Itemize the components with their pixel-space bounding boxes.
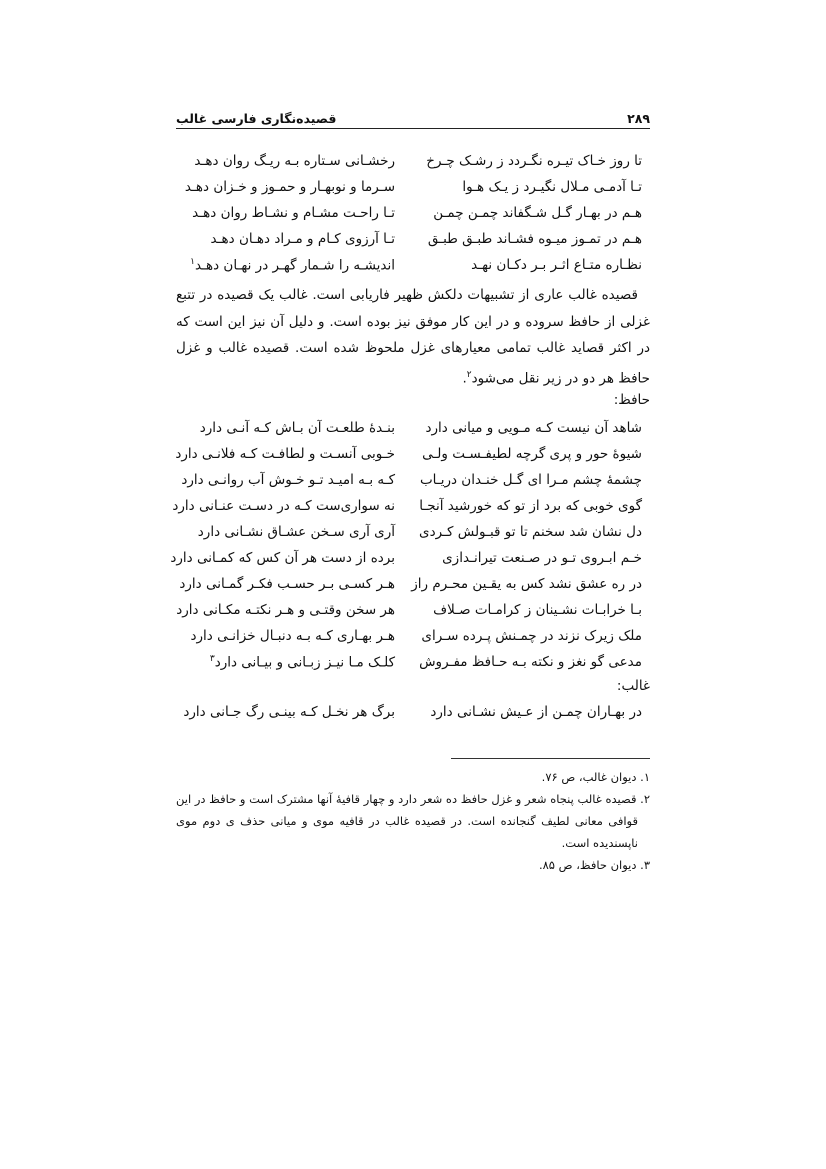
verse-block-hafez bbox=[170, 415, 650, 675]
hemistich-first: هـم در تمـوز میـوه فشـاند طبـق طبـق bbox=[427, 231, 642, 247]
footnotes bbox=[176, 766, 650, 876]
hemistich-second: رخشـانی سـتاره بـه ریـگ روان دهـد bbox=[194, 153, 395, 169]
hemistich-second bbox=[176, 654, 413, 671]
hemistich-second: هـر کسـی بـر حسـب فکـر گمـانی دارد bbox=[179, 576, 395, 592]
couplet bbox=[176, 148, 650, 174]
verse-block-top bbox=[176, 148, 650, 278]
hemistich-second: برده از دست هر آن کس که کمـانی دارد bbox=[170, 550, 395, 566]
hemistich-second: بنـدهٔ طلعـت آن بـاش کـه آنـی دارد bbox=[199, 420, 395, 436]
couplet bbox=[176, 467, 650, 493]
hemistich-first: مدعی گو نغز و نکته بـه حـافظ مفـروش bbox=[419, 654, 642, 670]
couplet bbox=[176, 623, 650, 649]
page-number: ۲۸۹ bbox=[627, 111, 650, 126]
footnote-separator bbox=[451, 758, 650, 759]
hemistich-first: شیوهٔ حور و پری گرچه لطیفـسـت ولـی bbox=[422, 446, 642, 462]
footnote-marker: ۳ bbox=[209, 653, 215, 664]
hemistich-second: هـر بهـاری کـه بـه دنبـال خزانـی دارد bbox=[190, 628, 395, 644]
hemistich-second: خـوبی آنسـت و لطافـت کـه فلانـی دارد bbox=[175, 446, 395, 462]
hemistich-second: نه سواری‌ست کـه در دسـت عنـانی دارد bbox=[172, 498, 395, 514]
hemistich-second: آری آری سـخن عشـاق نشـانی دارد bbox=[197, 524, 395, 540]
couplet bbox=[172, 493, 650, 519]
couplet bbox=[176, 252, 650, 278]
footnote-marker: ۱ bbox=[190, 256, 195, 267]
hemistich-second: هر سخن وقتـی و هـر نکتـه مکـانی دارد bbox=[176, 602, 395, 618]
footnote-marker: ۲ bbox=[466, 369, 472, 380]
verse-block-ghalib bbox=[176, 699, 650, 725]
hemistich-first: خـم ابـروی تـو در صـنعت تیرانـدازی bbox=[442, 550, 642, 566]
hemistich-text: کلـک مـا نیـز زبـانی و بیـانی دارد bbox=[214, 654, 395, 671]
section-label-ghalib: غالب: bbox=[616, 678, 650, 694]
paragraph-end: . bbox=[462, 370, 467, 386]
hemistich-second bbox=[176, 257, 413, 274]
running-header bbox=[176, 104, 650, 129]
footnote-item: ۲. قصیده غالب پنجاه شعر و غزل حافظ ده شعر دارد و چهار قافیهٔ آنها مشترک است و حافظ در این قوافی معانی لطیف گنجانده است. در قصیده غالب در قافیه موی و میانی حذف ی دوم موی ناپسندیده است. bbox=[176, 792, 650, 850]
couplet bbox=[176, 649, 650, 675]
hemistich-first: در بهـاران چمـن از عـیش نشـانی دارد bbox=[430, 704, 642, 720]
prose-paragraph bbox=[176, 282, 650, 392]
couplet bbox=[176, 200, 650, 226]
paragraph-text: قصیده غالب عاری از تشبیهات دلکش ظهیر فاریابی است. غالب یک قصیده در تتبع غزلی از حافظ سروده و در این کار موفق نیز بوده است. و دلیل آن نیز این است که در اکثر قصاید غالب تمامی معیارهای غزل ملحوظ شده است. قصیده غالب و غزل حافظ هر دو در زیر نقل می‌شود bbox=[176, 287, 650, 386]
hemistich-second: کـه بـه امیـد تـو خـوش آب روانـی دارد bbox=[181, 472, 395, 488]
couplet bbox=[176, 174, 650, 200]
hemistich-second: برگ هر نخـل کـه بینـی رگ جـانی دارد bbox=[183, 704, 395, 720]
couplet bbox=[176, 571, 650, 597]
hemistich-first: بـا خرابـات نشـینان ز کرامـات صـلاف bbox=[433, 602, 642, 618]
hemistich-first: شاهد آن نیست کـه مـویی و میانی دارد bbox=[425, 420, 642, 436]
footnote-item: ۱. دیوان غالب، ص ۷۶. bbox=[541, 770, 650, 784]
couplet bbox=[176, 226, 650, 252]
hemistich-first: دل نشان شد سخنم تا تو قبـولش کـردی bbox=[419, 524, 642, 540]
running-title: قصیده‌نگاری فارسی غالب bbox=[176, 111, 337, 126]
couplet bbox=[176, 699, 650, 725]
section-label-hafez: حافظ: bbox=[613, 392, 650, 408]
hemistich-second: سـرما و نوبهـار و حمـوز و خـزان دهـد bbox=[184, 179, 395, 195]
hemistich-second: تـا آرزوی کـام و مـراد دهـان دهـد bbox=[210, 231, 395, 247]
hemistich-first: ملک زیرک نزند در چمـنش پـرده سـرای bbox=[421, 628, 642, 644]
hemistich-first: نظـاره متـاع اثـر بـر دکـان نهـد bbox=[471, 257, 642, 273]
hemistich-first: چشمهٔ چشم مـرا ای گـل خنـدان دریـاب bbox=[419, 472, 642, 488]
hemistich-text: اندیشـه را شـمار گهـر در نهـان دهـد bbox=[194, 257, 395, 274]
hemistich-first: تا روز خـاک تیـره نگـردد ز رشـک چـرخ bbox=[426, 153, 642, 169]
hemistich-first: گوی خوبی که برد از تو که خورشید آنجـا bbox=[419, 498, 642, 514]
hemistich-first: هـم در بهـار گـل شـگفاند چمـن چمـن bbox=[433, 205, 642, 221]
couplet bbox=[176, 415, 650, 441]
couplet bbox=[176, 597, 650, 623]
hemistich-first: در ره عشق نشد کس به یقـین محـرم راز bbox=[411, 576, 642, 592]
footnote-item: ۳. دیوان حافظ، ص ۸۵. bbox=[538, 858, 650, 872]
couplet bbox=[176, 519, 650, 545]
couplet bbox=[170, 545, 650, 571]
hemistich-first: تـا آدمـی مـلال نگیـرد ز یـک هـوا bbox=[462, 179, 642, 195]
couplet bbox=[176, 441, 650, 467]
hemistich-second: تـا راحـت مشـام و نشـاط روان دهـد bbox=[192, 205, 395, 221]
